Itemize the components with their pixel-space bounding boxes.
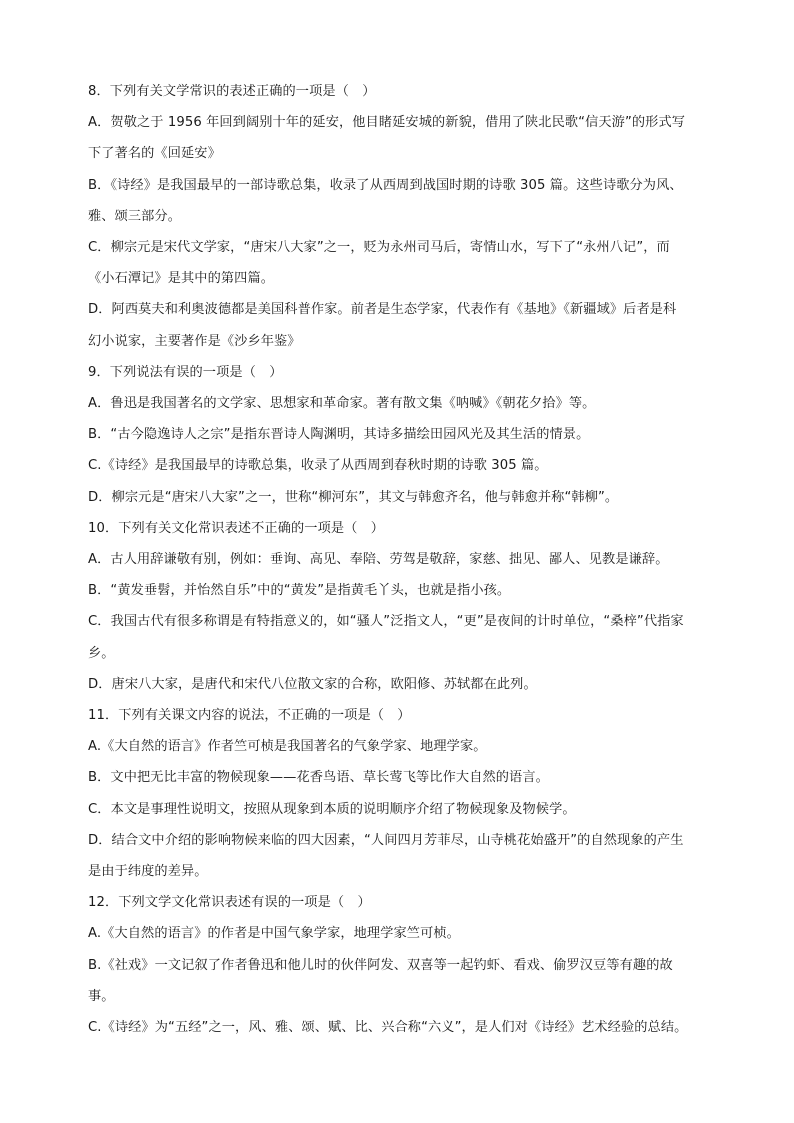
question-title: 10．下列有关文化常识表述不正确的一项是（ ） <box>88 520 385 536</box>
option-d: D．柳宗元是“唐宋八大家”之一，世称“柳河东”，其文与韩愈齐名，他与韩愈并称“韩柳”。 <box>88 489 619 505</box>
option-c: C．柳宗元是宋代文学家，“唐宋八大家”之一，贬为永州司马后，寄情山水，写下了“永州八记”，而 《小石潭记》是其中的第四篇。 <box>88 240 670 287</box>
option-b: B．“黄发垂髫，并怡然自乐”中的“黄发”是指黄毛丫头，也就是指小孩。 <box>88 583 511 599</box>
question-12 <box>88 887 710 1043</box>
question-title: 11．下列有关课文内容的说法，不正确的一项是（ ） <box>88 708 411 724</box>
option-b: B．《诗经》是我国最早的一部诗歌总集，收录了从西周到战国时期的诗歌 305 篇。这些诗歌分为风、 雅、颂三部分。 <box>88 177 683 224</box>
exam-page <box>88 76 710 1043</box>
option-b: B．文中把无比丰富的物候现象——花香鸟语、草长莺飞等比作大自然的语言。 <box>88 770 549 786</box>
option-d: D．唐宋八大家，是唐代和宋代八位散文家的合称，欧阳修、苏轼都在此列。 <box>88 676 537 692</box>
option-d: D．结合文中介绍的影响物候来临的四大因素，“人间四月芳菲尽，山寺桃花始盛开”的自然现象的产生 是由于纬度的差异。 <box>88 832 684 880</box>
option-b: B．“古今隐逸诗人之宗”是指东晋诗人陶渊明，其诗多描绘田园风光及其生活的情景。 <box>88 427 590 443</box>
option-c: C.《诗经》是我国最早的诗歌总集，收录了从西周到春秋时期的诗歌 305 篇。 <box>88 458 548 474</box>
option-a: A.《大自然的语言》的作者是中国气象学家，地理学家竺可桢。 <box>88 926 460 942</box>
question-title: 12．下列文学文化常识表述有误的一项是（ ） <box>88 895 371 911</box>
question-title: 8．下列有关文学常识的表述正确的一项是（ ） <box>88 84 376 99</box>
question-9 <box>88 357 710 513</box>
question-10 <box>88 513 710 700</box>
option-d: D．阿西莫夫和利奥波德都是美国科普作家。前者是生态学家，代表作有《基地》《新疆域》后者是科 幻小说家，主要著作是《沙乡年鉴》 <box>88 302 677 349</box>
option-b: B.《社戏》一文记叙了作者鲁迅和他儿时的伙伴阿发、双喜等一起钓虾、看戏、偷罗汉豆等有趣的故 事。 <box>88 957 673 1004</box>
option-c: C．本文是事理性说明文，按照从现象到本质的说明顺序介绍了物候现象及物候学。 <box>88 801 576 817</box>
question-8 <box>88 76 710 357</box>
option-a: A．贺敬之于 1956 年回到阔别十年的延安，他目睹延安城的新貌，借用了陕北民歌“信天游”的形式写 下了著名的《回延安》 <box>88 115 686 162</box>
option-a: A．古人用辞谦敬有别，例如：垂询、高见、奉陪、劳驾是敬辞，家慈、拙见、鄙人、见教是谦辞。 <box>88 552 669 568</box>
option-a: A．鲁迅是我国著名的文学家、思想家和革命家。著有散文集《呐喊》《朝花夕拾》等。 <box>88 396 596 412</box>
option-c: C．我国古代有很多称谓是有特指意义的，如“骚人”泛指文人，“更”是夜间的计时单位，“桑梓”代指家 乡。 <box>88 614 684 661</box>
option-a: A.《大自然的语言》作者竺可桢是我国著名的气象学家、地理学家。 <box>88 739 487 755</box>
option-c: C.《诗经》为“五经”之一，风、雅、颂、赋、比、兴合称“六义”，是人们对《诗经》艺术经验的总结。 <box>88 1020 688 1036</box>
question-11 <box>88 700 710 887</box>
question-title: 9．下列说法有误的一项是（ ） <box>88 364 283 380</box>
